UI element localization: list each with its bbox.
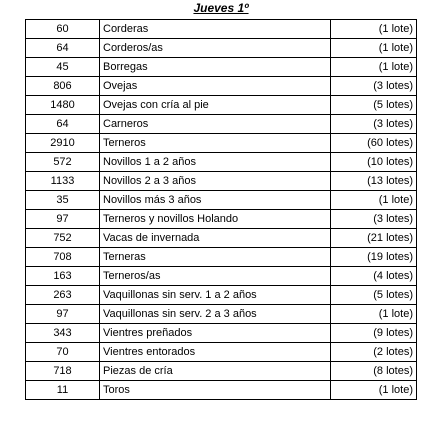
quantity-cell: 752	[26, 229, 100, 248]
table-row	[26, 96, 417, 115]
category-cell: Terneros	[100, 134, 331, 153]
lots-cell: (60 lotes)	[331, 134, 417, 153]
quantity-cell: 708	[26, 248, 100, 267]
category-cell: Novillos más 3 años	[100, 191, 331, 210]
category-cell: Vientres preñados	[100, 324, 331, 343]
category-cell: Novillos 1 a 2 años	[100, 153, 331, 172]
lots-cell: (3 lotes)	[331, 115, 417, 134]
quantity-cell: 35	[26, 191, 100, 210]
table-row	[26, 58, 417, 77]
category-cell: Vaquillonas sin serv. 2 a 3 años	[100, 305, 331, 324]
category-cell: Terneros/as	[100, 267, 331, 286]
category-cell: Terneros y novillos Holando	[100, 210, 331, 229]
lots-cell: (10 lotes)	[331, 153, 417, 172]
table-row	[26, 248, 417, 267]
quantity-cell: 97	[26, 305, 100, 324]
lots-cell: (13 lotes)	[331, 172, 417, 191]
table-row	[26, 229, 417, 248]
quantity-cell: 64	[26, 39, 100, 58]
table-row	[26, 172, 417, 191]
lots-cell: (21 lotes)	[331, 229, 417, 248]
quantity-cell: 64	[26, 115, 100, 134]
quantity-cell: 263	[26, 286, 100, 305]
table-row	[26, 191, 417, 210]
quantity-cell: 572	[26, 153, 100, 172]
quantity-cell: 45	[26, 58, 100, 77]
lots-cell: (1 lote)	[331, 305, 417, 324]
lots-cell: (1 lote)	[331, 191, 417, 210]
quantity-cell: 60	[26, 20, 100, 39]
lots-cell: (8 lotes)	[331, 362, 417, 381]
lots-cell: (1 lote)	[331, 381, 417, 400]
lots-table	[25, 19, 417, 400]
table-row	[26, 153, 417, 172]
table-row	[26, 77, 417, 96]
lots-cell: (1 lote)	[331, 20, 417, 39]
category-cell: Vaquillonas sin serv. 1 a 2 años	[100, 286, 331, 305]
quantity-cell: 11	[26, 381, 100, 400]
quantity-cell: 343	[26, 324, 100, 343]
table-row	[26, 362, 417, 381]
quantity-cell: 2910	[26, 134, 100, 153]
lots-cell: (9 lotes)	[331, 324, 417, 343]
category-cell: Toros	[100, 381, 331, 400]
category-cell: Carneros	[100, 115, 331, 134]
table-row	[26, 343, 417, 362]
table-row	[26, 115, 417, 134]
quantity-cell: 70	[26, 343, 100, 362]
table-row	[26, 286, 417, 305]
quantity-cell: 97	[26, 210, 100, 229]
table-row	[26, 134, 417, 153]
lots-cell: (19 lotes)	[331, 248, 417, 267]
quantity-cell: 1480	[26, 96, 100, 115]
table-row	[26, 267, 417, 286]
category-cell: Vacas de invernada	[100, 229, 331, 248]
page-title: Jueves 1º	[193, 1, 249, 15]
category-cell: Piezas de cría	[100, 362, 331, 381]
table-row	[26, 305, 417, 324]
lots-cell: (4 lotes)	[331, 267, 417, 286]
lots-cell: (5 lotes)	[331, 286, 417, 305]
table-row	[26, 210, 417, 229]
category-cell: Borregas	[100, 58, 331, 77]
quantity-cell: 163	[26, 267, 100, 286]
lots-cell: (5 lotes)	[331, 96, 417, 115]
category-cell: Novillos 2 a 3 años	[100, 172, 331, 191]
table-row	[26, 39, 417, 58]
lots-cell: (2 lotes)	[331, 343, 417, 362]
quantity-cell: 1133	[26, 172, 100, 191]
category-cell: Corderos/as	[100, 39, 331, 58]
quantity-cell: 806	[26, 77, 100, 96]
lots-cell: (1 lote)	[331, 39, 417, 58]
lots-cell: (3 lotes)	[331, 77, 417, 96]
quantity-cell: 718	[26, 362, 100, 381]
category-cell: Ovejas con cría al pie	[100, 96, 331, 115]
category-cell: Terneras	[100, 248, 331, 267]
lots-cell: (3 lotes)	[331, 210, 417, 229]
table-row	[26, 381, 417, 400]
lots-table-body	[26, 20, 417, 400]
table-row	[26, 324, 417, 343]
category-cell: Corderas	[100, 20, 331, 39]
lots-cell: (1 lote)	[331, 58, 417, 77]
category-cell: Vientres entorados	[100, 343, 331, 362]
category-cell: Ovejas	[100, 77, 331, 96]
table-row	[26, 20, 417, 39]
